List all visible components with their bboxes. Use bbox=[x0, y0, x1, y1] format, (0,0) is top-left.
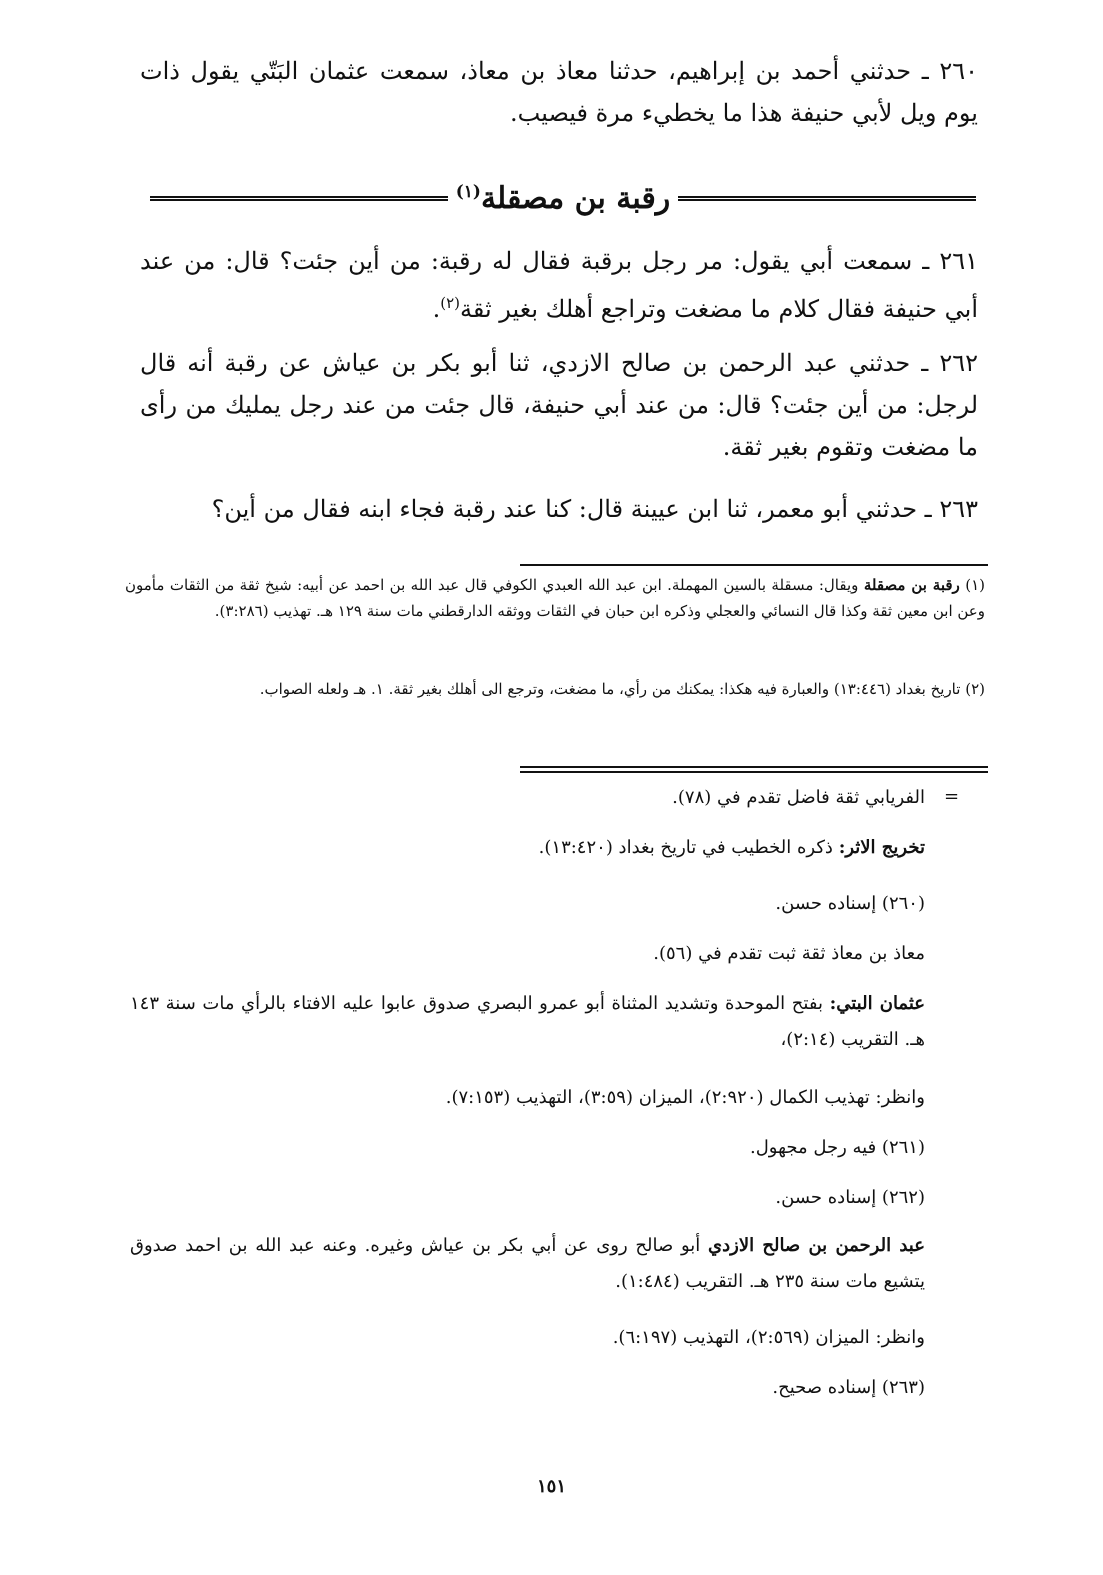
narration-260-text: ٢٦٠ ـ حدثني أحمد بن إبراهيم، حدثنا معاذ بن معاذ، سمعت عثمان البَتّي يقول ذات يوم ويل لأبي حنيفة هذا ما يخطيء مرة فيصيب. bbox=[140, 57, 978, 127]
continuation-mark: = bbox=[944, 786, 960, 807]
narration-260 bbox=[140, 50, 978, 134]
heading-text: رقبة بن مصقلة bbox=[480, 180, 671, 216]
commentary-line-9 bbox=[130, 1228, 925, 1300]
narration-263 bbox=[140, 488, 978, 530]
commentary-line-1-text: الفريابي ثقة فاضل تقدم في (٧٨). bbox=[672, 787, 925, 808]
commentary-line-3-text: (٢٦٠) إسناده حسن. bbox=[775, 893, 925, 914]
footnote-1 bbox=[125, 572, 985, 624]
narration-262-text: ٢٦٢ ـ حدثني عبد الرحمن بن صالح الازدي، ثنا أبو بكر بن عياش عن رقبة أنه قال لرجل: من أين جئت؟ قال: من عند أبي حنيفة، قال جئت من عند رجل يمليك من رأى ما مضغت وتقوم بغير ثقة. bbox=[140, 349, 978, 461]
footnote-2-text: تاريخ بغداد (١٣:٤٤٦) والعبارة فيه هكذا: يمكنك من رأي، ما مضغت، وترجع الى أهلك بغير ثقة. ١. هـ ولعله الصواب. bbox=[259, 680, 961, 698]
commentary-line-9-paragraph bbox=[130, 1228, 925, 1300]
footnote-2-paragraph bbox=[125, 676, 985, 702]
commentary-line-2-text: ذكره الخطيب في تاريخ بغداد (١٣:٤٢٠). bbox=[538, 837, 833, 858]
narration-262 bbox=[140, 342, 978, 468]
narration-261-text: ٢٦١ ـ سمعت أبي يقول: مر رجل برقبة فقال له رقبة: من أين جئت؟ قال: من عند أبي حنيفة فقال كلام ما مضغت وتراجع أهلك بغير ثقة bbox=[140, 247, 978, 323]
commentary-line-7 bbox=[130, 1130, 925, 1166]
narration-261-footnote-ref: (٢) bbox=[440, 294, 460, 312]
commentary-line-9-text: أبو صالح روى عن أبي بكر بن عياش وغيره. وعنه عبد الله بن احمد صدوق يتشيع مات سنة ٢٣٥ هـ. التقريب (١:٤٨٤). bbox=[130, 1235, 925, 1292]
heading-footnote-ref: (١) bbox=[455, 181, 481, 202]
commentary-line-4-text: معاذ بن معاذ ثقة ثبت تقدم في (٥٦). bbox=[653, 943, 925, 964]
footnote-2 bbox=[125, 676, 985, 702]
footnote-1-text: ويقال: مسقلة بالسين المهملة. ابن عبد الله العبدي الكوفي قال عبد الله بن احمد عن أبيه: شيخ ثقة من الثقات مأمون وعن ابن معين ثقة وكذا قال النسائي والعجلي وذكره ابن حبان في الثقات ووثقه الدارقطني مات سنة ١٢٩ هـ. تهذيب (٣:٢٨٦). bbox=[125, 576, 985, 620]
commentary-line-5-text: بفتح الموحدة وتشديد المثناة أبو عمرو البصري صدوق عابوا عليه الافتاء بالرأي مات سنة ١٤٣ هـ. التقريب (٢:١٤)، bbox=[130, 993, 925, 1050]
commentary-line-2 bbox=[130, 830, 925, 866]
page-number: ١٥١ bbox=[536, 1476, 566, 1497]
commentary-line-5-bold: عثمان البتي: bbox=[829, 993, 926, 1014]
commentary-line-6-text: وانظر: تهذيب الكمال (٢:٩٢٠)، الميزان (٣:٥٩)، التهذيب (٧:١٥٣). bbox=[445, 1087, 925, 1108]
commentary-line-3 bbox=[130, 886, 925, 922]
heading-title bbox=[448, 181, 679, 216]
commentary-line-11-text: (٢٦٣) إسناده صحيح. bbox=[772, 1377, 925, 1398]
footnote-1-bold: رقبة بن مصقلة bbox=[863, 576, 960, 594]
commentary-line-1 bbox=[130, 780, 925, 816]
heading-rule-right bbox=[678, 196, 976, 201]
commentary-line-8 bbox=[130, 1180, 925, 1216]
section-heading bbox=[150, 176, 976, 220]
narration-261-paragraph bbox=[140, 240, 978, 330]
commentary-line-7-text: (٢٦١) فيه رجل مجهول. bbox=[749, 1137, 925, 1158]
commentary-line-2-bold: تخريج الاثر: bbox=[838, 837, 925, 858]
narration-261-end: . bbox=[432, 295, 441, 323]
commentary-separator bbox=[520, 766, 988, 773]
commentary-line-8-text: (٢٦٢) إسناده حسن. bbox=[775, 1187, 925, 1208]
footnote-1-number: (١) bbox=[965, 576, 985, 594]
commentary-line-10-text: وانظر: الميزان (٢:٥٦٩)، التهذيب (٦:١٩٧). bbox=[612, 1327, 925, 1348]
footnote-2-number: (٢) bbox=[965, 680, 985, 698]
footnote-1-paragraph bbox=[125, 572, 985, 624]
commentary-line-9-bold: عبد الرحمن بن صالح الازدي bbox=[708, 1235, 925, 1256]
commentary-line-4 bbox=[130, 936, 925, 972]
footnote-separator bbox=[520, 564, 988, 566]
narration-261 bbox=[140, 240, 978, 330]
commentary-line-5-paragraph bbox=[130, 986, 925, 1058]
heading-rule-left bbox=[150, 196, 448, 201]
commentary-line-2-paragraph bbox=[130, 830, 925, 866]
commentary-line-11 bbox=[130, 1370, 925, 1406]
commentary-line-5 bbox=[130, 986, 925, 1058]
commentary-line-10 bbox=[130, 1320, 925, 1356]
narration-263-text: ٢٦٣ ـ حدثني أبو معمر، ثنا ابن عيينة قال: كنا عند رقبة فجاء ابنه فقال من أين؟ bbox=[211, 495, 978, 523]
commentary-line-6 bbox=[130, 1080, 925, 1116]
